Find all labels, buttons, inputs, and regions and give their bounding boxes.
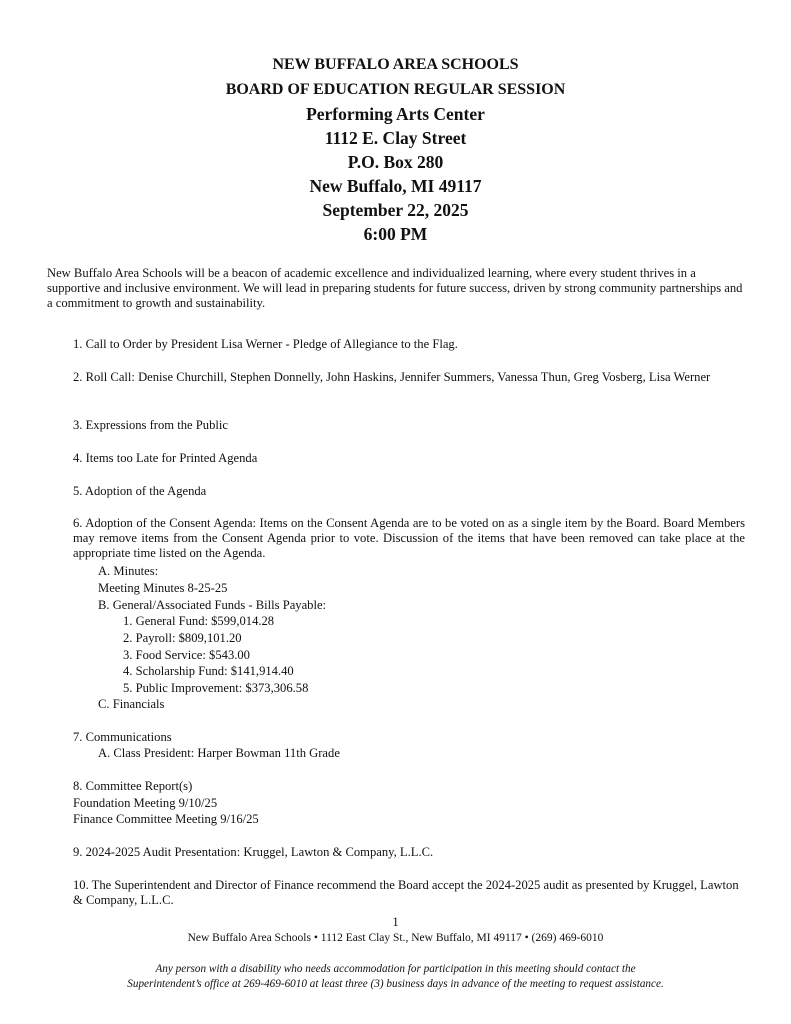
agenda-item-6-b: B. General/Associated Funds - Bills Payable:: [98, 598, 327, 612]
agenda-item-6-a-minutes: Meeting Minutes 8-25-25: [98, 581, 228, 595]
bill-payroll: 2. Payroll: $809,101.20: [123, 631, 242, 645]
header-time: 6:00 PM: [363, 224, 428, 244]
header-po-box: P.O. Box 280: [347, 152, 444, 172]
header-session-title: BOARD OF EDUCATION REGULAR SESSION: [225, 81, 566, 98]
page-number: 1: [392, 915, 399, 929]
agenda-item-4: 4. Items too Late for Printed Agenda: [73, 451, 258, 465]
header-street: 1112 E. Clay Street: [324, 128, 467, 148]
agenda-item-8-foundation: Foundation Meeting 9/10/25: [73, 796, 218, 810]
agenda-item-6-c: C. Financials: [98, 697, 165, 711]
agenda-item-9: 9. 2024-2025 Audit Presentation: Kruggel, Lawton & Company, L.L.C.: [73, 845, 434, 859]
agenda-item-2: 2. Roll Call: Denise Churchill, Stephen Donnelly, John Haskins, Jennifer Summers, Vanessa Thun, Greg Vosberg, Lisa Werner: [73, 370, 711, 384]
accessibility-note: [0, 962, 791, 992]
bill-scholarship-fund: 4. Scholarship Fund: $141,914.40: [123, 664, 294, 678]
header-district-name: NEW BUFFALO AREA SCHOOLS: [272, 56, 519, 73]
header-date: September 22, 2025: [322, 200, 469, 220]
agenda-item-7: 7. Communications: [73, 730, 172, 744]
mission-statement: New Buffalo Area Schools will be a beacon of academic excellence and individualized learning, where every student thrives in a supportive and inclusive environment. We will lead in preparing students for future success, driven by strong community partnerships and a commitment to growth and sustainability.: [47, 266, 743, 310]
footer-address: New Buffalo Area Schools • 1112 East Clay St., New Buffalo, MI 49117 • (269) 469-6010: [187, 932, 604, 944]
agenda-item-3: 3. Expressions from the Public: [73, 418, 228, 432]
agenda-item-6: 6. Adoption of the Consent Agenda: Items on the Consent Agenda are to be voted on as a single item by the Board. Board Members may remove items from the Consent Agenda prior to vote. Discussion of the items that have been removed can take place at the appropriate time listed on the Agenda.: [73, 516, 745, 560]
agenda-item-8-finance: Finance Committee Meeting 9/16/25: [73, 812, 259, 826]
bill-general-fund: 1. General Fund: $599,014.28: [123, 614, 275, 628]
document-header: [0, 52, 791, 246]
agenda-item-8: 8. Committee Report(s): [73, 779, 193, 793]
agenda-item-1: 1. Call to Order by President Lisa Werner - Pledge of Allegiance to the Flag.: [73, 337, 458, 351]
bill-public-improvement: 5. Public Improvement: $373,306.58: [123, 681, 309, 695]
agenda-item-10: 10. The Superintendent and Director of Finance recommend the Board accept the 2024-2025 audit as presented by Kruggel, Lawton & Company, L.L.C.: [73, 878, 739, 907]
bill-food-service: 3. Food Service: $543.00: [123, 648, 250, 662]
agenda-item-7-a: A. Class President: Harper Bowman 11th Grade: [98, 746, 340, 760]
header-city: New Buffalo, MI 49117: [309, 176, 482, 196]
accessibility-note-line-1: Any person with a disability who needs accommodation for participation in this meeting should contact the: [155, 963, 636, 975]
agenda-item-5: 5. Adoption of the Agenda: [73, 484, 207, 498]
agenda-item-6-a: A. Minutes:: [98, 564, 159, 578]
accessibility-note-line-2: Superintendent’s office at 269-469-6010 at least three (3) business days in advance of the meeting to request assistance.: [127, 978, 664, 990]
header-venue: Performing Arts Center: [306, 104, 485, 124]
